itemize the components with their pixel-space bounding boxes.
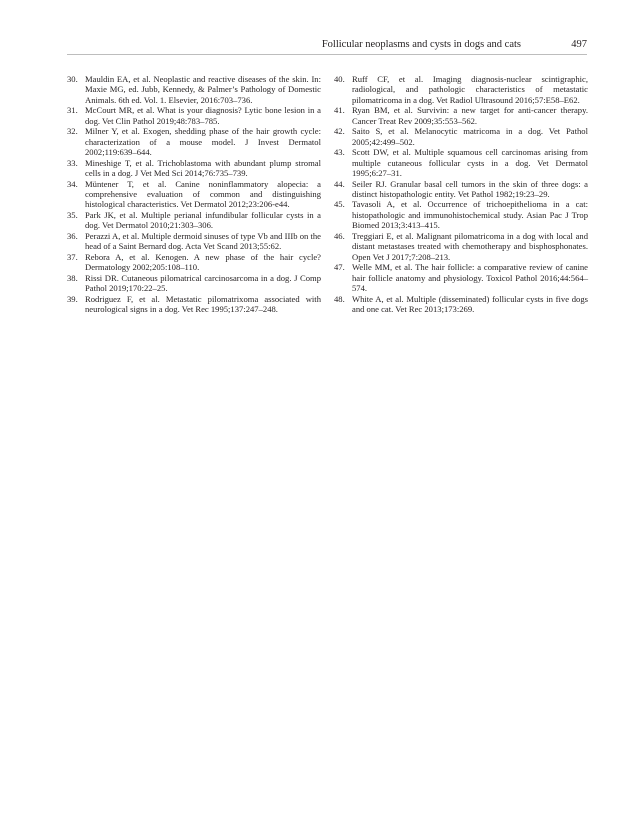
reference-text: Park JK, et al. Multiple perianal infundibular follicular cysts in a dog. Vet Dermatol 2010;21:303–306. [85, 209, 321, 231]
reference-entry [334, 199, 588, 230]
reference-entry [334, 74, 588, 105]
reference-entry [334, 179, 588, 200]
reference-entry [67, 74, 321, 105]
reference-text: Rissi DR. Cutaneous pilomatrical carcinosarcoma in a dog. J Comp Pathol 2019;170:22–25. [85, 272, 321, 294]
reference-text: Tavasoli A, et al. Occurrence of trichoepithelioma in a cat: histopathologic and immunohistochemical study. Asian Pac J Trop Biomed 2013;3:413–415. [352, 199, 588, 231]
reference-text: Welle MM, et al. The hair follicle: a comparative review of canine hair follicle anatomy and physiology. Toxicol Pathol 2016;44:564–574. [352, 262, 588, 294]
reference-text: Saito S, et al. Melanocytic matricoma in a dog. Vet Pathol 2005;42:499–502. [352, 126, 588, 147]
reference-text: Rodriguez F, et al. Metastatic pilomatrixoma associated with neurological signs in a dog. Vet Rec 1995;137:247–248. [85, 293, 321, 314]
running-header [67, 38, 587, 55]
reference-number: 30. [67, 74, 78, 84]
reference-number: 36. [67, 230, 78, 241]
reference-entry [334, 147, 588, 178]
reference-text: Rebora A, et al. Kenogen. A new phase of the hair cycle? Dermatology 2002;205:108–110. [85, 251, 321, 273]
reference-number: 32. [67, 126, 78, 137]
reference-entry [67, 179, 321, 210]
reference-text: Mineshige T, et al. Trichoblastoma with abundant plump stromal cells in a dog. J Vet Med Sci 2014;76:735–739. [85, 157, 321, 179]
reference-number: 42. [334, 126, 345, 137]
reference-text: Ruff CF, et al. Imaging diagnosis-nuclear scintigraphic, radiological, and pathologic characteristics of metastatic pilomatricoma in a dog. Vet Radiol Ultrasound 2016;57:E58–E62. [352, 74, 588, 105]
reference-number: 41. [334, 105, 345, 116]
reference-entry [67, 126, 321, 157]
page-number: 497 [571, 39, 587, 50]
reference-number: 39. [67, 293, 78, 304]
reference-text: Milner Y, et al. Exogen, shedding phase of the hair growth cycle: characterization of a mouse model. J Invest Dermatol 2002;119:639–644. [85, 126, 321, 158]
reference-number: 33. [67, 157, 78, 168]
reference-entry [67, 273, 321, 294]
reference-number: 37. [67, 251, 78, 262]
reference-text: Treggiari E, et al. Malignant pilomatricoma in a dog with local and distant metastases treated with chemotherapy and bisphosphonates. Open Vet J 2017;7:208–213. [352, 230, 588, 262]
reference-text: Mauldin EA, et al. Neoplastic and reactive diseases of the skin. In: Maxie MG, ed. Jubb, Kennedy, & Palmer’s Pathology of Domestic Animals. 6th ed. Vol. 1. Elsevier, 2016:703–736. [85, 74, 321, 105]
reference-number: 31. [67, 105, 78, 116]
reference-entry [334, 262, 588, 293]
reference-entry [67, 210, 321, 231]
reference-entry [67, 231, 321, 252]
reference-number: 47. [334, 262, 345, 273]
reference-entry [67, 252, 321, 273]
reference-number: 45. [334, 199, 345, 210]
reference-text: Ryan BM, et al. Survivin: a new target for anti-cancer therapy. Cancer Treat Rev 2009;35:553–562. [352, 105, 588, 126]
reference-number: 38. [67, 272, 78, 283]
references-column-right [334, 74, 588, 314]
reference-entry [334, 105, 588, 126]
reference-number: 40. [334, 74, 345, 84]
reference-number: 46. [334, 230, 345, 241]
reference-entry [67, 294, 321, 315]
reference-entry [334, 294, 588, 315]
reference-number: 35. [67, 209, 78, 220]
reference-text: McCourt MR, et al. What is your diagnosis? Lytic bone lesion in a dog. Vet Clin Pathol 2019;48:783–785. [85, 105, 321, 126]
reference-text: White A, et al. Multiple (disseminated) follicular cysts in five dogs and one cat. Vet Rec 2013;173:269. [352, 293, 588, 314]
reference-number: 48. [334, 293, 345, 304]
reference-text: Perazzi A, et al. Multiple dermoid sinuses of type Vb and IIIb on the head of a Saint Bernard dog. Acta Vet Scand 2013;55:62. [85, 230, 321, 252]
reference-text: Scott DW, et al. Multiple squamous cell carcinomas arising from multiple cutaneous follicular cysts in a dog. Vet Dermatol 1995;6:27–31. [352, 147, 588, 179]
reference-entry [334, 126, 588, 147]
reference-entry [334, 231, 588, 262]
references-column-left [67, 74, 321, 314]
reference-number: 44. [334, 178, 345, 189]
reference-entry [67, 105, 321, 126]
reference-entry [67, 158, 321, 179]
reference-number: 43. [334, 147, 345, 158]
reference-text: Müntener T, et al. Canine noninflammatory alopecia: a comprehensive evaluation of common and distinguishing histological characteristics. Vet Dermatol 2012;23:206-e44. [85, 178, 321, 210]
running-title: Follicular neoplasms and cysts in dogs and cats [321, 39, 521, 50]
reference-text: Seiler RJ. Granular basal cell tumors in the skin of three dogs: a distinct histopathologic entity. Vet Pathol 1982;19:23–29. [352, 178, 588, 199]
reference-number: 34. [67, 178, 78, 189]
